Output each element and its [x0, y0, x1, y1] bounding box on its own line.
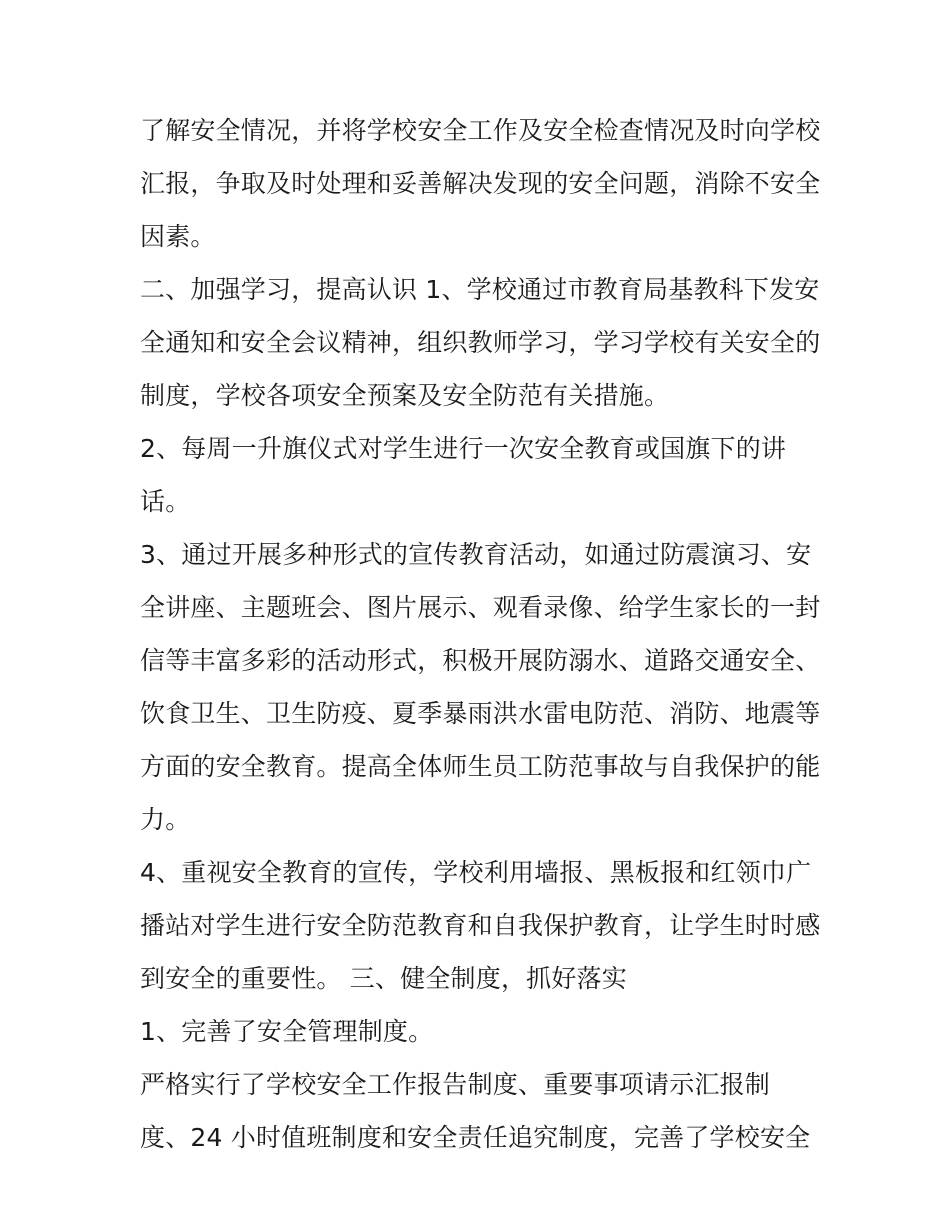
text-line: 信等丰富多彩的活动形式，积极开展防溺水、道路交通安全、	[140, 646, 821, 675]
text-line: 方面的安全教育。提高全体师生员工防范事故与自我保护的能	[140, 752, 821, 781]
body-text	[140, 104, 830, 1164]
text-line: 播站对学生进行安全防范教育和自我保护教育，让学生时时感	[140, 911, 821, 940]
text-line: 汇报，争取及时处理和妥善解决发现的安全问题，消除不安全	[140, 169, 821, 198]
text-line: 1、完善了安全管理制度。	[140, 1017, 434, 1046]
text-line: 制度，学校各项安全预案及安全防范有关措施。	[140, 381, 670, 410]
text-line: 二、加强学习，提高认识 1、学校通过市教育局基教科下发安	[140, 275, 820, 304]
text-line: 力。	[140, 805, 191, 834]
text-line: 话。	[140, 487, 191, 516]
text-line: 2、每周一升旗仪式对学生进行一次安全教育或国旗下的讲	[140, 434, 787, 463]
text-line: 度、24 小时值班制度和安全责任追究制度，完善了学校安全	[140, 1123, 811, 1152]
text-line: 4、重视安全教育的宣传，学校利用墙报、黑板报和红领巾广	[140, 858, 812, 887]
text-line: 到安全的重要性。 三、健全制度，抓好落实	[140, 964, 627, 993]
text-line: 3、通过开展多种形式的宣传教育活动，如通过防震演习、安	[140, 540, 812, 569]
text-line: 严格实行了学校安全工作报告制度、重要事项请示汇报制	[140, 1070, 771, 1099]
text-line: 了解安全情况，并将学校安全工作及安全检查情况及时向学校	[140, 116, 821, 145]
text-line: 全讲座、主题班会、图片展示、观看录像、给学生家长的一封	[140, 593, 821, 622]
text-line: 饮食卫生、卫生防疫、夏季暴雨洪水雷电防范、消防、地震等	[140, 699, 821, 728]
text-line: 因素。	[140, 222, 216, 251]
text-line: 全通知和安全会议精神，组织教师学习，学习学校有关安全的	[140, 328, 821, 357]
